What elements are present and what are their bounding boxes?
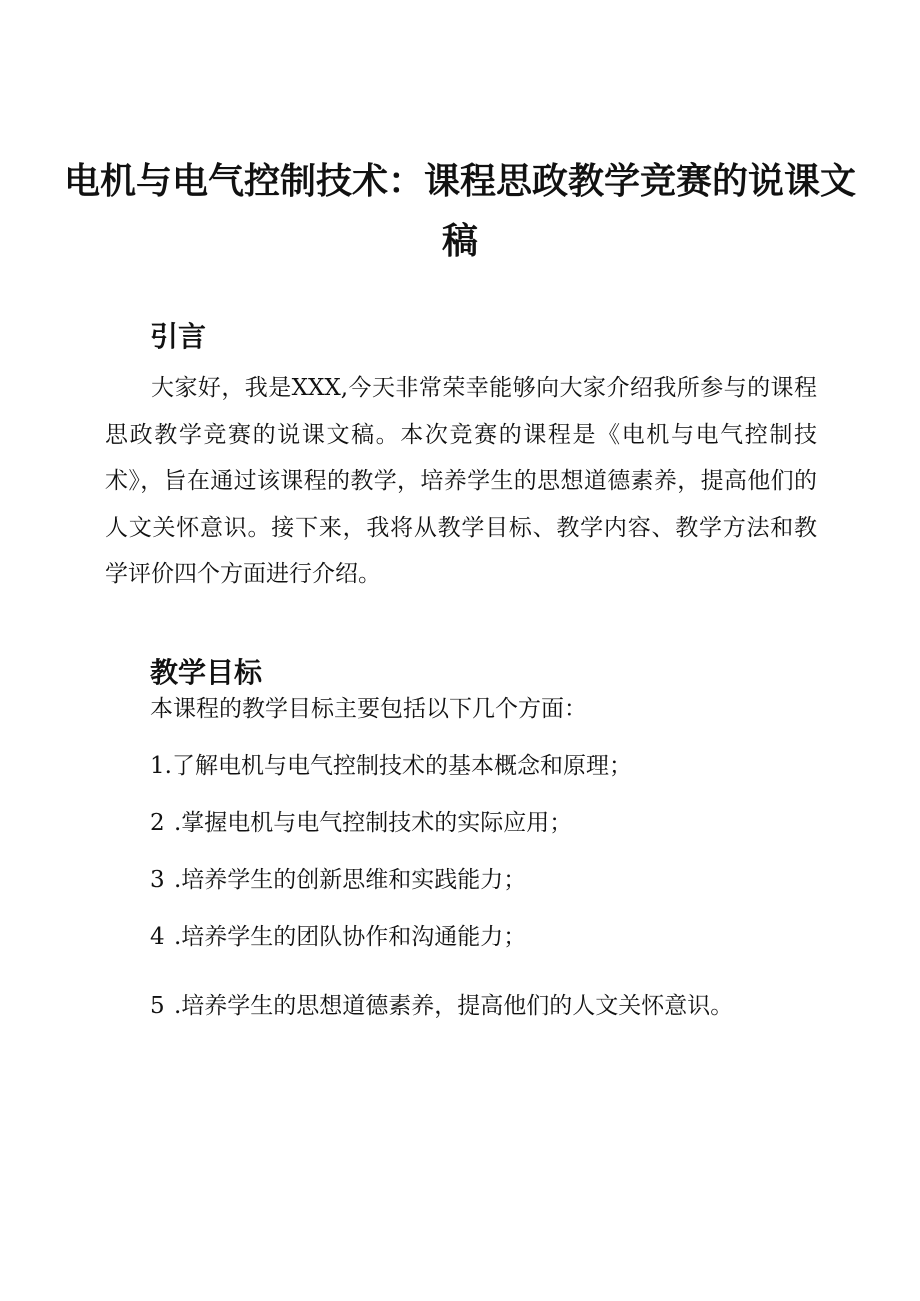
list-item (150, 991, 733, 1021)
document-title: 电机与电气控制技术：课程思政教学竞赛的说课文稿 (63, 161, 856, 262)
list-item-number: 2 (150, 810, 165, 836)
list-item-text: .掌握电机与电气控制技术的实际应用； (174, 810, 573, 836)
list-item-number: 1. (150, 753, 172, 779)
list-item-number: 5 (150, 993, 165, 1019)
list-item (150, 922, 526, 952)
list-item-text: 了解电机与电气控制技术的基本概念和原理； (171, 753, 632, 779)
section-heading-intro: 引言 (150, 320, 207, 353)
list-item-number: 3 (150, 867, 165, 893)
list-item-number: 4 (150, 924, 165, 950)
list-item (150, 808, 572, 838)
list-item-text: .培养学生的创新思维和实践能力； (174, 867, 527, 893)
list-item-text: .培养学生的思想道德素养，提高他们的人文关怀意识。 (174, 993, 734, 1019)
section-heading-goals: 教学目标 (150, 656, 263, 689)
list-item-text: .培养学生的团队协作和沟通能力； (174, 924, 527, 950)
list-item (150, 751, 632, 781)
intro-paragraph: 大家好，我是XXX,今天非常荣幸能够向大家介绍我所参与的课程思政教学竞赛的说课文稿。本次竞赛的课程是《电机与电气控制技术》，旨在通过该课程的教学，培养学生的思想道德素养，提高他们的人文关怀意识。接下来，我将从教学目标、教学内容、教学方法和教学评价四个方面进行介绍。 (105, 375, 817, 588)
list-item (150, 865, 526, 895)
goals-lead-text: 本课程的教学目标主要包括以下几个方面： (150, 696, 587, 722)
